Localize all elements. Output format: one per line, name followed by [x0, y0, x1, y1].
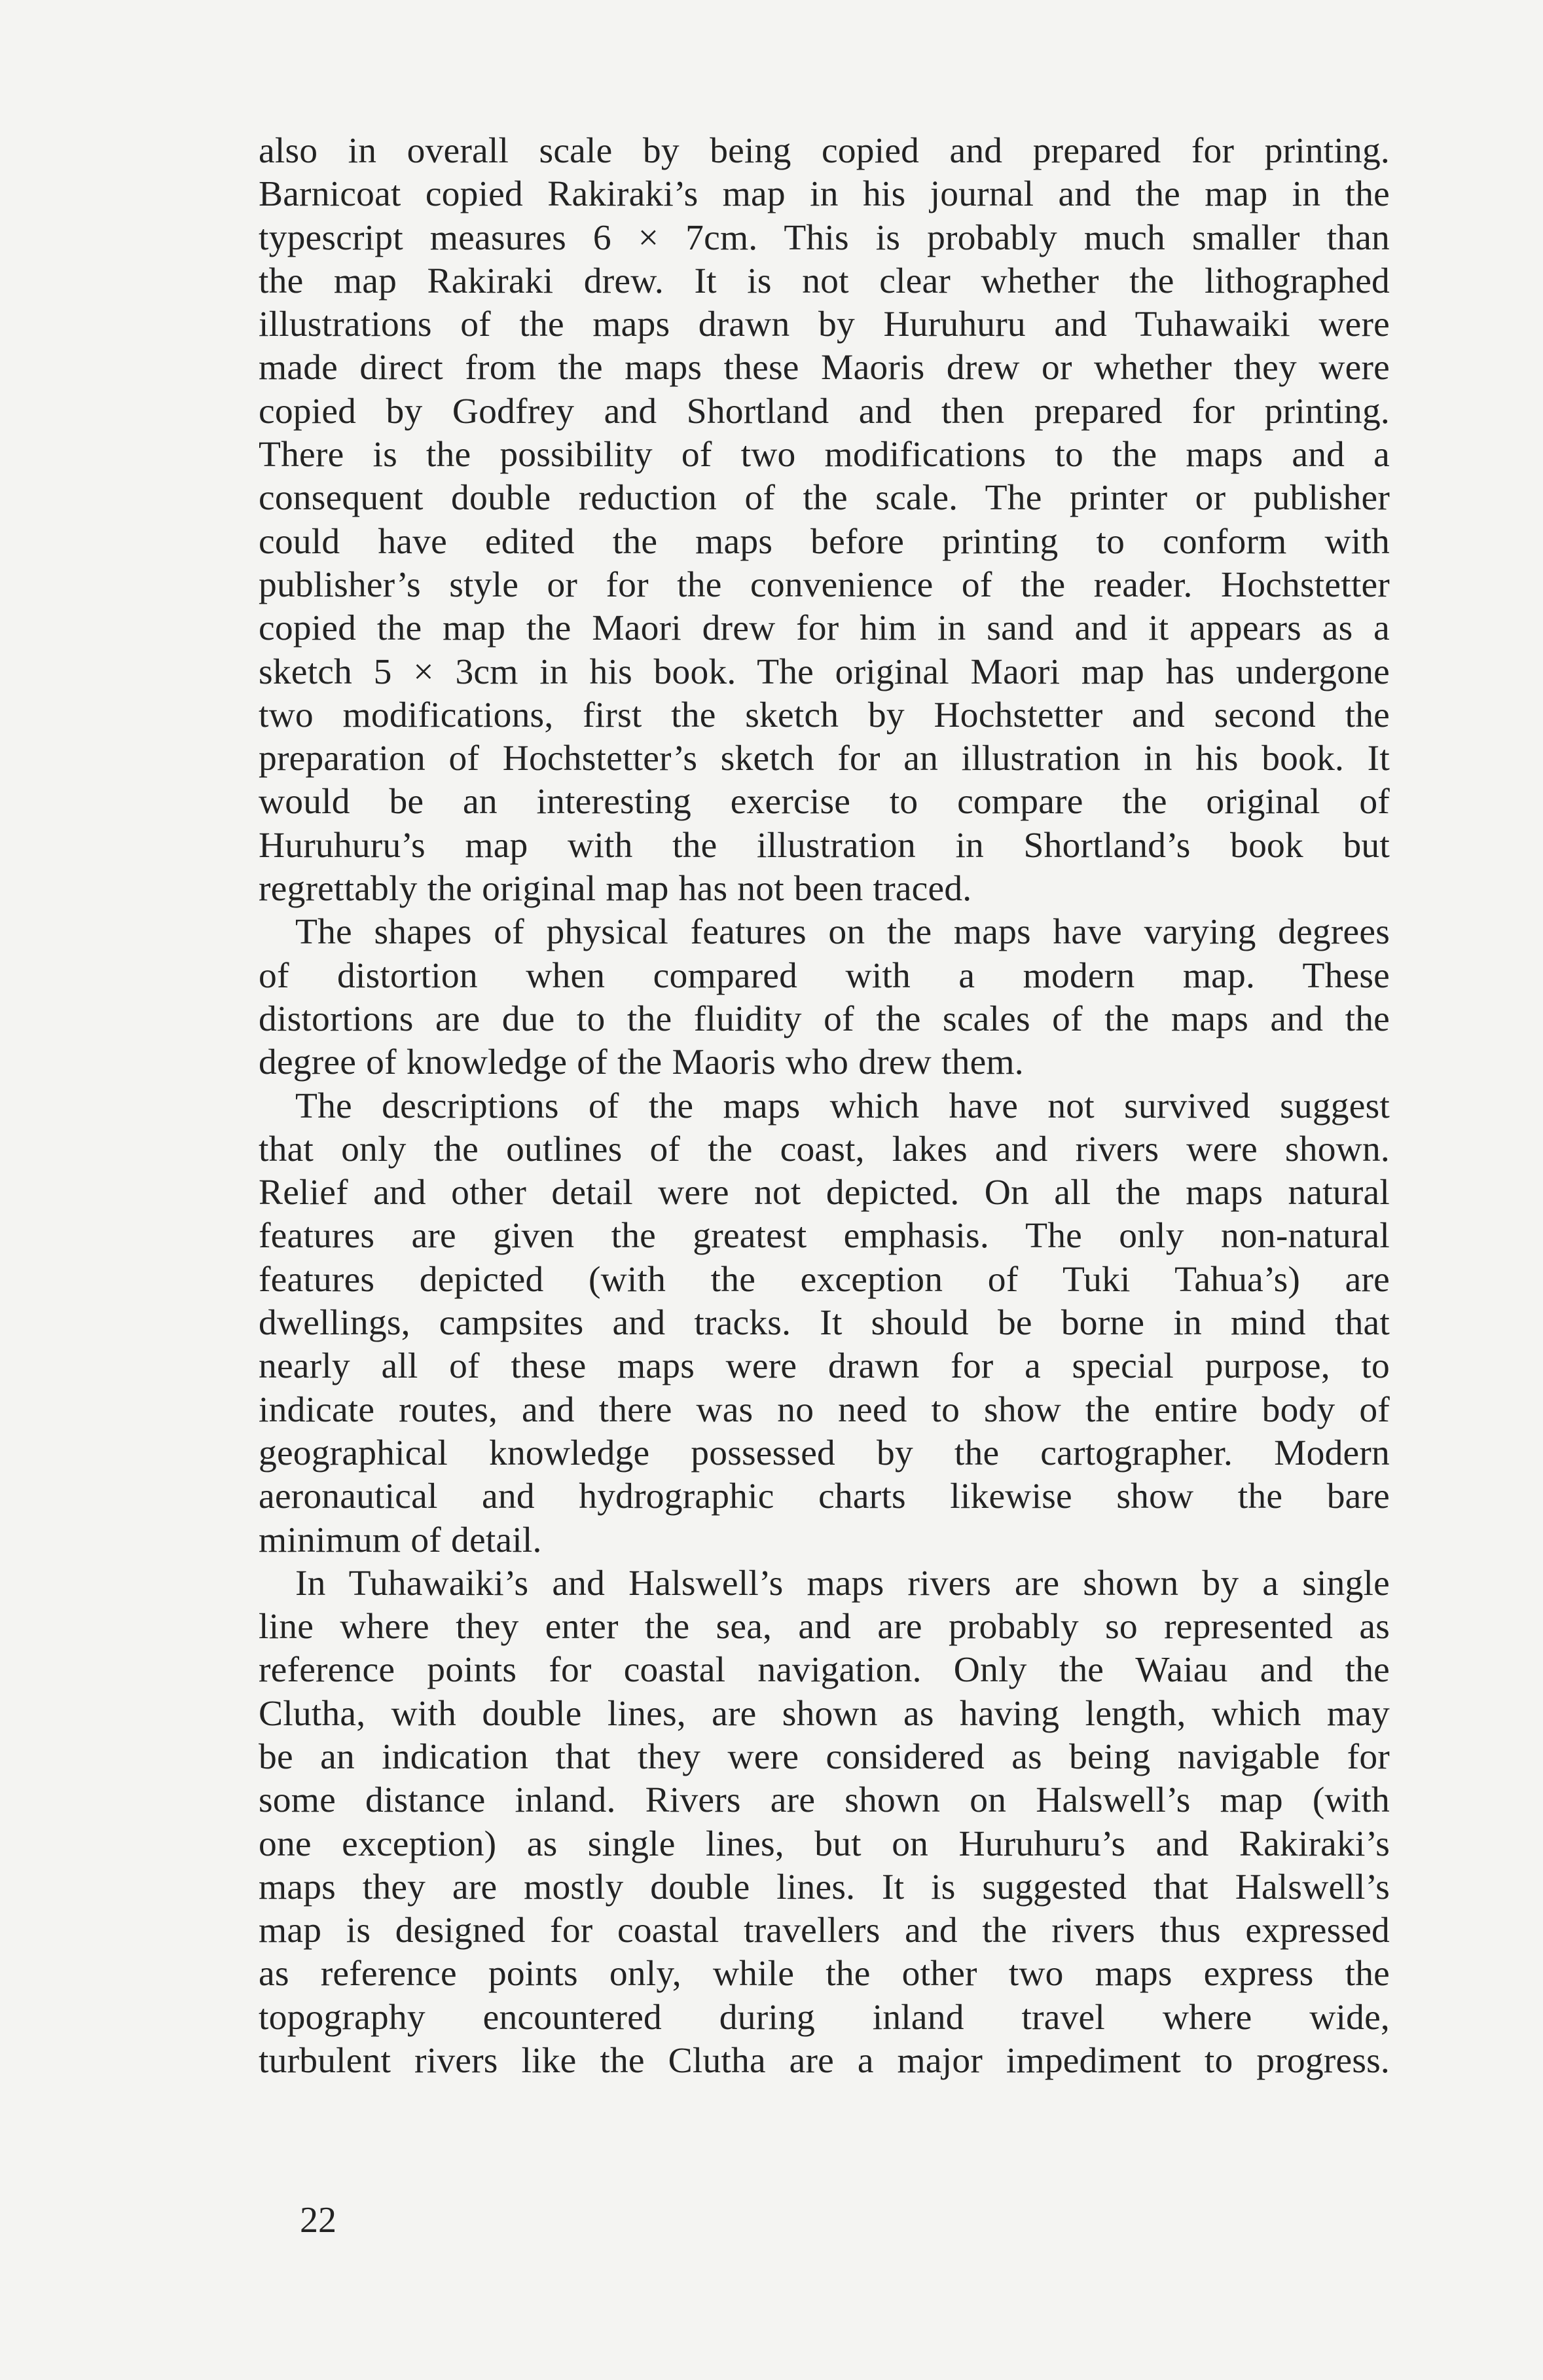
text-line: sketch 5 × 3cm in his book. The original Maori map has undergone: [259, 651, 1390, 692]
text-line: that only the outlines of the coast, lakes and rivers were shown.: [259, 1129, 1390, 1169]
text-line: aeronautical and hydrographic charts likewise show the bare: [259, 1476, 1390, 1517]
text-line: one exception) as single lines, but on Huruhuru’s and Rakiraki’s: [259, 1823, 1390, 1864]
page-number: 22: [300, 2200, 336, 2241]
text-line: preparation of Hochstetter’s sketch for an illustration in his book. It: [259, 739, 1390, 779]
text-line: Relief and other detail were not depicted. On all the maps natural: [259, 1173, 1390, 1213]
paragraph-4: [259, 1562, 1390, 2083]
text-line: two modifications, first the sketch by Hochstetter and second the: [259, 695, 1390, 735]
text-line: be an indication that they were considered as being navigable for: [259, 1736, 1390, 1777]
text-line: There is the possibility of two modifications to the maps and a: [259, 435, 1390, 475]
text-line: distortions are due to the fluidity of the scales of the maps and the: [259, 998, 1390, 1039]
text-line: of distortion when compared with a modern map. These: [259, 955, 1390, 996]
text-line: the map Rakiraki drew. It is not clear whether the lithographed: [259, 261, 1390, 301]
text-line: nearly all of these maps were drawn for a special purpose, to: [259, 1346, 1390, 1387]
text-line: features are given the greatest emphasis. The only non-natural: [259, 1216, 1390, 1256]
text-line: dwellings, campsites and tracks. It should be borne in mind that: [259, 1303, 1390, 1344]
text-line: map is designed for coastal travellers and the rivers thus expressed: [259, 1911, 1390, 1951]
text-line: minimum of detail.: [259, 1520, 542, 1560]
text-line: publisher’s style or for the convenience of the reader. Hochstetter: [259, 564, 1390, 605]
text-line: regrettably the original map has not been traced.: [259, 869, 972, 909]
text-line: In Tuhawaiki’s and Halswell’s maps rivers are shown by a single: [295, 1563, 1390, 1603]
body-text: [259, 130, 1390, 2083]
text-line: illustrations of the maps drawn by Huruhuru and Tuhawaiki were: [259, 304, 1390, 345]
text-line: The descriptions of the maps which have not survived suggest: [295, 1086, 1390, 1126]
text-line: topography encountered during inland travel where wide,: [259, 1997, 1390, 2038]
text-line: reference points for coastal navigation. Only the Waiau and the: [259, 1650, 1390, 1691]
text-line: some distance inland. Rivers are shown on Halswell’s map (with: [259, 1780, 1390, 1821]
paragraph-3: [259, 1085, 1390, 1562]
text-line: would be an interesting exercise to compare the original of: [259, 782, 1390, 822]
text-line: copied the map the Maori drew for him in sand and it appears as a: [259, 608, 1390, 649]
text-line: consequent double reduction of the scale. The printer or publisher: [259, 478, 1390, 519]
text-line: features depicted (with the exception of Tuki Tahua’s) are: [259, 1259, 1390, 1300]
text-line: Clutha, with double lines, are shown as having length, which may: [259, 1693, 1390, 1734]
text-line: typescript measures 6 × 7cm. This is probably much smaller than: [259, 217, 1390, 258]
text-line: geographical knowledge possessed by the cartographer. Modern: [259, 1433, 1390, 1473]
text-line: line where they enter the sea, and are probably so represented as: [259, 1607, 1390, 1647]
text-line: degree of knowledge of the Maoris who drew them.: [259, 1042, 1024, 1083]
text-line: maps they are mostly double lines. It is suggested that Halswell’s: [259, 1867, 1390, 1907]
text-line: Huruhuru’s map with the illustration in Shortland’s book but: [259, 825, 1390, 866]
text-line: also in overall scale by being copied and prepared for printing.: [259, 131, 1390, 171]
paragraph-1: [259, 130, 1390, 911]
text-line: The shapes of physical features on the maps have varying degrees: [295, 912, 1390, 953]
text-line: copied by Godfrey and Shortland and then prepared for printing.: [259, 391, 1390, 431]
paragraph-2: [259, 911, 1390, 1084]
text-line: turbulent rivers like the Clutha are a major impediment to progress.: [259, 2041, 1390, 2081]
text-line: as reference points only, while the other two maps express the: [259, 1954, 1390, 1994]
text-line: could have edited the maps before printing to conform with: [259, 521, 1390, 562]
text-line: indicate routes, and there was no need to show the entire body of: [259, 1389, 1390, 1430]
text-line: Barnicoat copied Rakiraki’s map in his journal and the map in the: [259, 174, 1390, 215]
text-line: made direct from the maps these Maoris drew or whether they were: [259, 348, 1390, 388]
